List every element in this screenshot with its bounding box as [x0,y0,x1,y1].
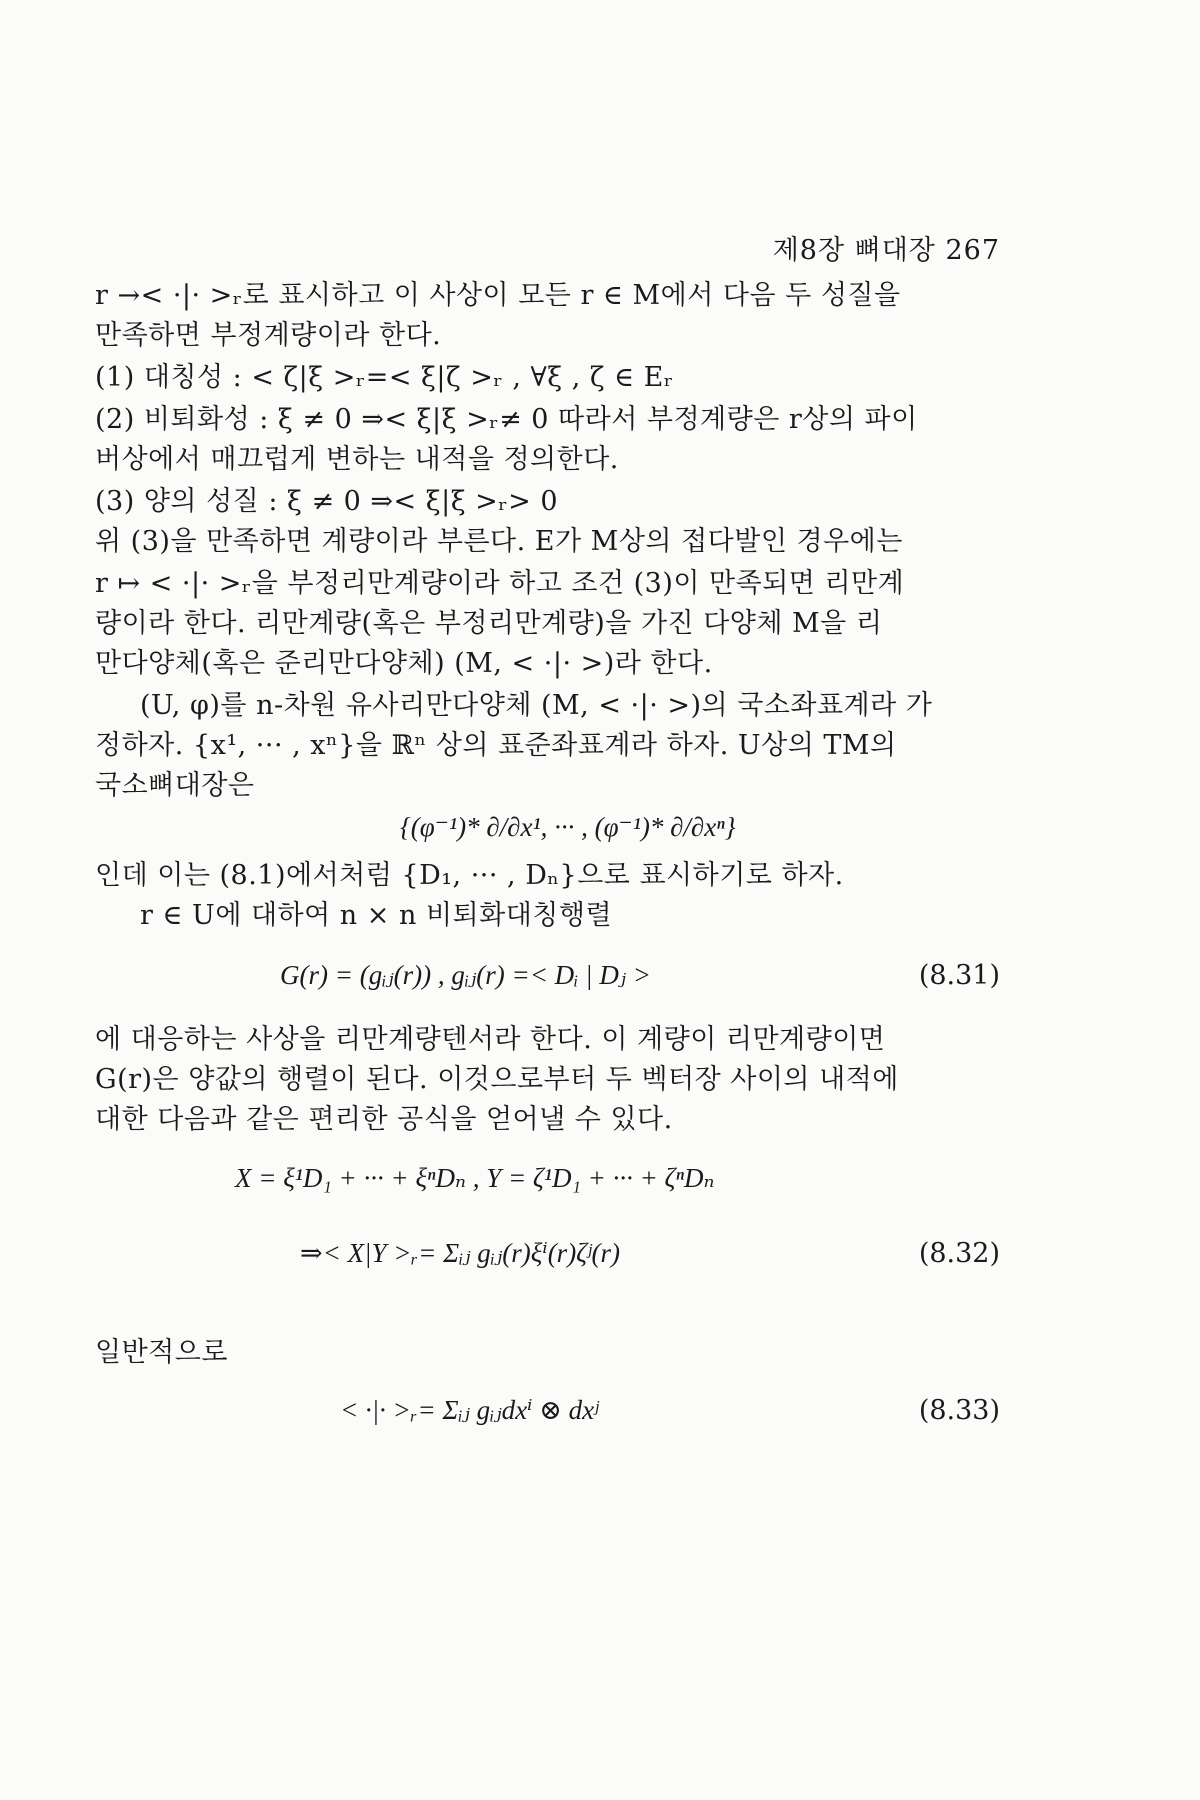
text-line: 만족하면 부정계량이라 한다. [95,320,442,351]
text-line: 버상에서 매끄럽게 변하는 내적을 정의한다. [95,444,619,475]
equation-8-31: G(r) = (gᵢⱼ(r)) , gᵢⱼ(r) =< Dᵢ | Dⱼ > [280,960,651,990]
text-line: (U, φ)를 n-차원 유사리만다양체 (M, < ·|· >)의 국소좌표계라 가 [140,690,933,721]
equation-number: (8.31) [918,960,1000,991]
frame-set-equation: {(φ⁻¹)* ∂/∂x¹, ··· , (φ⁻¹)* ∂/∂xⁿ} [400,812,736,842]
equation-8-33: < ·|· >ᵣ= Σᵢⱼ gᵢⱼdxⁱ ⊗ dxʲ [340,1395,599,1425]
text-line: 일반적으로 [95,1337,228,1368]
text-line: 량이라 한다. 리만계량(혹은 부정리만계량)을 가진 다양체 M을 리 [95,608,883,639]
text-line: r ↦ < ·|· >ᵣ을 부정리만계량이라 하고 조건 (3)이 만족되면 리만계 [95,568,905,599]
equation-8-32: ⇒< X|Y >ᵣ= Σᵢⱼ gᵢⱼ(r)ξⁱ(r)ζʲ(r) [300,1238,621,1268]
text-line: 에 대응하는 사상을 리만계량텐서라 한다. 이 계량이 리만계량이면 [95,1024,886,1055]
text-line: G(r)은 양값의 행렬이 된다. 이것으로부터 두 벡터장 사이의 내적에 [95,1064,899,1095]
text-line: 국소뼈대장은 [95,770,255,801]
text-line: 만다양체(혹은 준리만다양체) (M, < ·|· >)라 한다. [95,648,713,679]
text-line: (3) 양의 성질 : ξ ≠ 0 ⇒< ξ|ξ >ᵣ> 0 [95,486,559,517]
running-header: 제8장 뼈대장 267 [772,235,1000,266]
text-line: 인데 이는 (8.1)에서처럼 {D₁, ··· , Dₙ}으로 표시하기로 하자. [95,860,844,891]
text-line: (2) 비퇴화성 : ξ ≠ 0 ⇒< ξ|ξ >ᵣ≠ 0 따라서 부정계량은 r상의 파이 [95,404,918,435]
text-line: (1) 대칭성 : < ζ|ξ >ᵣ=< ξ|ζ >ᵣ , ∀ξ , ζ ∈ Eᵣ [95,362,674,393]
equation-number: (8.33) [918,1395,1000,1426]
text-line: 위 (3)을 만족하면 계량이라 부른다. E가 M상의 접다발인 경우에는 [95,526,903,557]
text-line: 정하자. {x¹, ··· , xⁿ}을 ℝⁿ 상의 표준좌표계라 하자. U상의 TM의 [95,730,897,761]
text-line: r →< ·|· >ᵣ로 표시하고 이 사상이 모든 r ∈ M에서 다음 두 성질을 [95,280,901,311]
text-line: 대한 다음과 같은 편리한 공식을 얻어낼 수 있다. [95,1104,673,1135]
vector-definitions: X = ξ¹D₁ + ··· + ξⁿDₙ , Y = ζ¹D₁ + ··· + ζⁿDₙ [235,1163,715,1193]
equation-number: (8.32) [918,1238,1000,1269]
text-line: r ∈ U에 대하여 n × n 비퇴화대칭행렬 [140,900,613,931]
